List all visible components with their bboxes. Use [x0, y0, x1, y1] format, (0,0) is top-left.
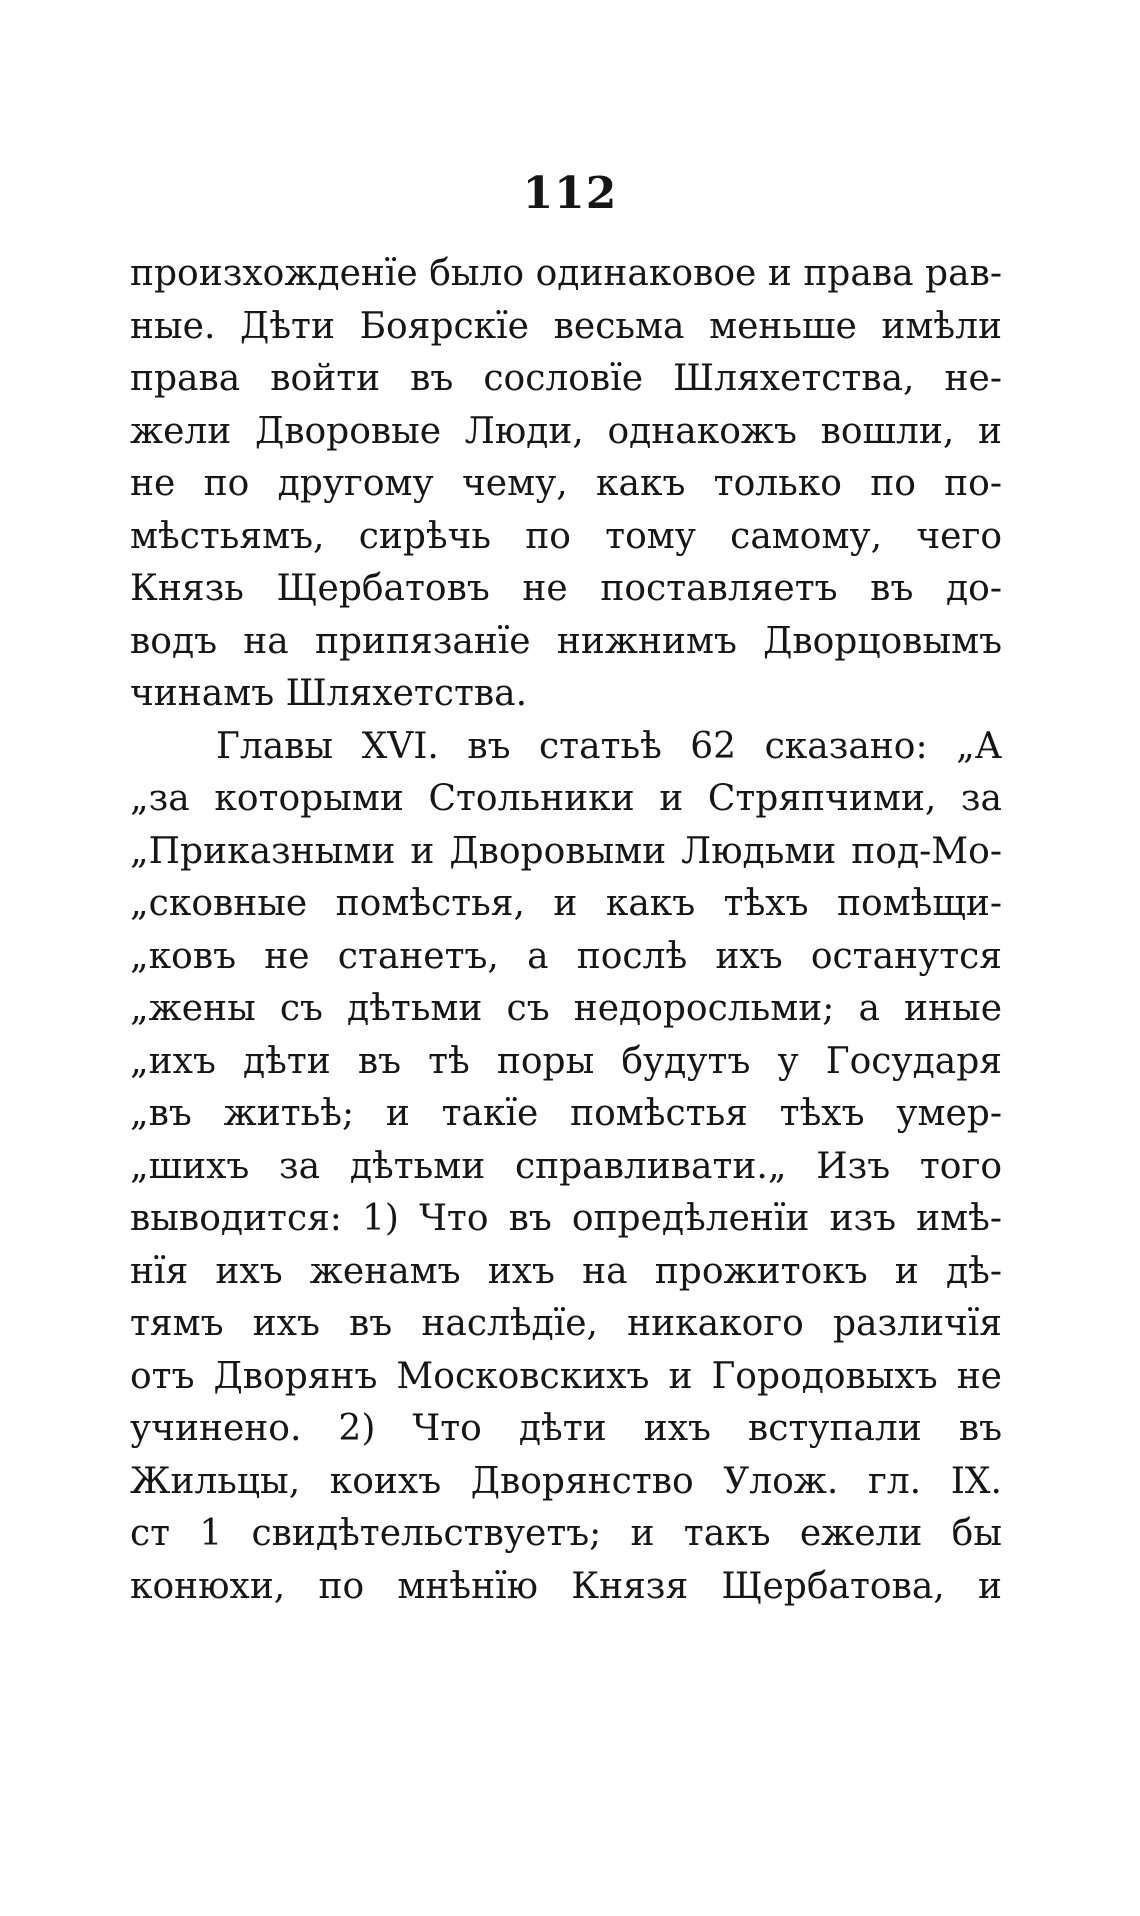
text-line: мѣстьямъ, сирѣчь по тому самому, чего	[130, 515, 1002, 557]
text-line: жели Дворовые Люди, однакожъ вошли, и	[130, 410, 1002, 452]
text-line: Князь Щербатовъ не поставляетъ въ до-	[130, 568, 1002, 609]
text-line: „сковные помѣстья, и какъ тѣхъ помѣщи-	[130, 883, 1002, 924]
text-line: учинено. 2) Что дѣти ихъ вступали въ	[130, 1408, 1002, 1449]
text-line: „ихъ дѣти въ тѣ поры будутъ у Государя	[130, 1040, 1002, 1082]
text-line: отъ Дворянъ Московскихъ и Городовыхъ не	[130, 1355, 1002, 1397]
text-line: „Приказными и Дворовыми Людьми под-Мо-	[130, 830, 1002, 872]
text-line: не по другому чему, какъ только по по-	[130, 463, 1002, 504]
text-line: ные. Дѣти Боярскїе весьма меньше имѣли	[130, 305, 1002, 347]
page-number: 112	[522, 168, 618, 219]
text-line: ст 1 свидѣтельствуетъ; и такъ ежели бы	[130, 1513, 1002, 1554]
text-line: права войти въ сословїе Шляхетства, не-	[130, 358, 1002, 399]
text-line: чинамъ Шляхетства.	[130, 673, 528, 714]
text-line: водъ на припязанїе нижнимъ Дворцовымъ	[130, 620, 1002, 662]
text-line: „жены съ дѣтьми съ недоросльми; а иные	[130, 988, 1002, 1029]
text-line: Жильцы, коихъ Дворянство Улож. гл. IX.	[130, 1460, 1002, 1502]
text-line: „шихъ за дѣтьми справливати.„ Изъ того	[130, 1145, 1002, 1187]
text-line: произхожденїе было одинаковое и права рав-	[130, 253, 1002, 294]
text-line: конюхи, по мнѣнїю Князя Щербатова, и	[130, 1565, 1002, 1607]
text-line: выводится: 1) Что въ опредѣленїи изъ имѣ-	[130, 1198, 1002, 1239]
body-text	[130, 248, 1002, 1613]
paragraph-start-line: Главы XVI. въ статьѣ 62 сказано: „А	[216, 725, 1002, 767]
text-line: нїя ихъ женамъ ихъ на прожитокъ и дѣ-	[130, 1250, 1002, 1292]
text-line: тямъ ихъ въ наслѣдїе, никакого различїя	[130, 1303, 1002, 1344]
text-line: „за которыми Стольники и Стряпчими, за	[130, 778, 1002, 819]
text-line: „въ житьѣ; и такїе помѣстья тѣхъ умер-	[130, 1093, 1002, 1134]
text-line: „ковъ не станетъ, а послѣ ихъ останутся	[130, 935, 1002, 977]
